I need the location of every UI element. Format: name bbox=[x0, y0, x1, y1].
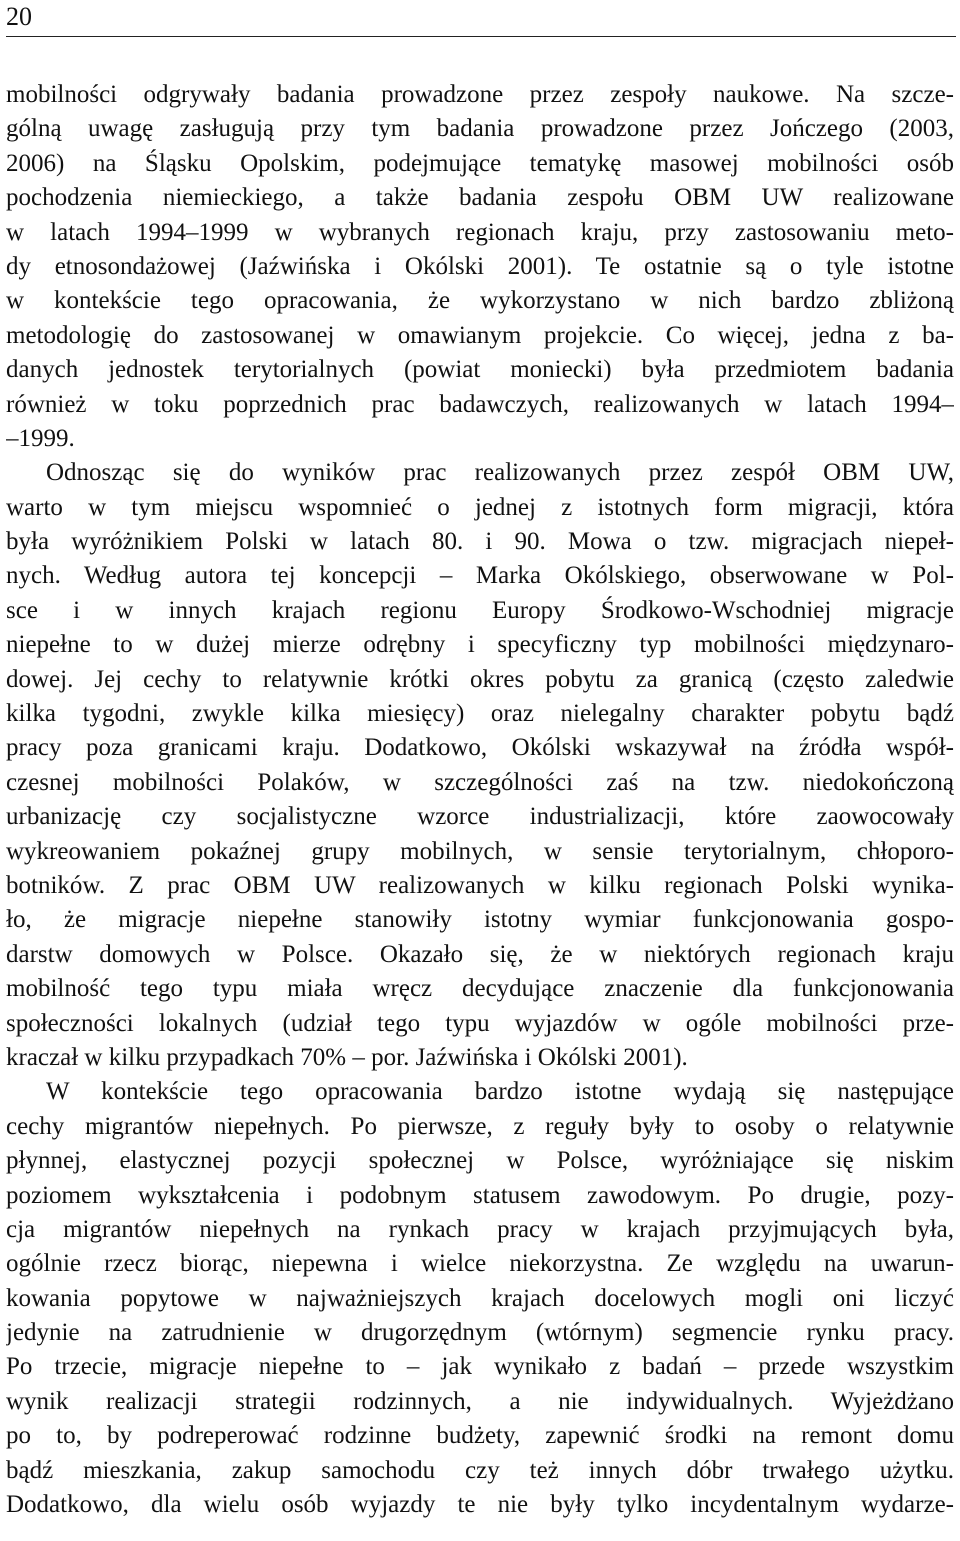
text-line: urbanizację czy socjalistyczne wzorce industrializacji, które zaowocowały bbox=[6, 803, 954, 831]
text-line: darstw domowych w Polsce. Okazało się, że w niektórych regionach kraju bbox=[6, 940, 954, 968]
body-text bbox=[6, 78, 954, 1522]
page-number: 20 bbox=[6, 2, 32, 31]
page-header bbox=[6, 0, 956, 37]
text-line: w latach 1994–1999 w wybranych regionach kraju, przy zastosowaniu meto- bbox=[6, 218, 954, 246]
text-line: Odnosząc się do wyników prac realizowanych przez zespół OBM UW, bbox=[46, 459, 954, 487]
text-line: wynik realizacji strategii rodzinnych, a nie indywidualnych. Wyjeżdżano bbox=[6, 1387, 954, 1415]
text-line: cja migrantów niepełnych na rynkach pracy w krajach przyjmujących była, bbox=[6, 1215, 954, 1243]
text-line: dy etnosondażowej (Jaźwińska i Okólski 2001). Te ostatnie są o tyle istotne bbox=[6, 252, 954, 280]
text-line: danych jednostek terytorialnych (powiat moniecki) była przedmiotem badania bbox=[6, 356, 954, 384]
text-line: niepełne to w dużej mierze odrębny i specyficzny typ mobilności międzynaro- bbox=[6, 631, 954, 659]
text-line: pracy poza granicami kraju. Dodatkowo, Okólski wskazywał na źródła współ- bbox=[6, 734, 954, 762]
text-line: społeczności lokalnych (udział tego typu wyjazdów w ogóle mobilności prze- bbox=[6, 1009, 954, 1037]
text-line: warto w tym miejscu wspomnieć o jednej z istotnych form migracji, która bbox=[6, 493, 954, 521]
text-line: bądź mieszkania, zakup samochodu czy też innych dóbr trwałego użytku. bbox=[6, 1456, 954, 1484]
text-line: botników. Z prac OBM UW realizowanych w kilku regionach Polski wynika- bbox=[6, 871, 954, 899]
text-line: –1999. bbox=[6, 424, 75, 452]
text-line: dowej. Jej cechy to relatywnie krótki okres pobytu za granicą (często zaledwie bbox=[6, 665, 954, 693]
text-line: kowania popytowe w najważniejszych krajach docelowych mogli oni liczyć bbox=[6, 1284, 954, 1312]
text-line: metodologię do zastosowanej w omawianym projekcie. Co więcej, jedna z ba- bbox=[6, 321, 954, 349]
text-line: ło, że migracje niepełne stanowiły istotny wymiar funkcjonowania gospo- bbox=[6, 906, 954, 934]
text-line: ogólnie rzecz biorąc, niepewna i wielce niekorzystna. Ze względu na uwarun- bbox=[6, 1250, 954, 1278]
text-line: wykreowaniem pokaźnej grupy mobilnych, w sensie terytorialnym, chłoporo- bbox=[6, 837, 954, 865]
text-line: nych. Według autora tej koncepcji – Marka Okólskiego, obserwowane w Pol- bbox=[6, 562, 954, 590]
text-line: pochodzenia niemieckiego, a także badania zespołu OBM UW realizowane bbox=[6, 184, 954, 212]
text-line: 2006) na Śląsku Opolskim, podejmujące tematykę masowej mobilności osób bbox=[6, 149, 954, 177]
text-line: była wyróżnikiem Polski w latach 80. i 90. Mowa o tzw. migracjach niepeł- bbox=[6, 528, 954, 556]
text-line: poziomem wykształcenia i podobnym statusem zawodowym. Po drugie, pozy- bbox=[6, 1181, 954, 1209]
text-line: W kontekście tego opracowania bardzo istotne wydają się następujące bbox=[46, 1078, 954, 1106]
text-line: Po trzecie, migracje niepełne to – jak wynikało z badań – przede wszystkim bbox=[6, 1353, 954, 1381]
text-line: Dodatkowo, dla wielu osób wyjazdy te nie były tylko incydentalnym wydarze- bbox=[6, 1491, 954, 1519]
text-line: kraczał w kilku przypadkach 70% – por. Jaźwińska i Okólski 2001). bbox=[6, 1043, 688, 1071]
text-line: jedynie na zatrudnienie w drugorzędnym (wtórnym) segmencie rynku pracy. bbox=[6, 1319, 954, 1347]
text-line: kilka tygodni, zwykle kilka miesięcy) oraz nielegalny charakter pobytu bądź bbox=[6, 700, 954, 728]
text-line: w kontekście tego opracowania, że wykorzystano w nich bardzo zbliżoną bbox=[6, 287, 954, 315]
text-line: cechy migrantów niepełnych. Po pierwsze, z reguły były to osoby o relatywnie bbox=[6, 1112, 954, 1140]
text-line: gólną uwagę zasługują przy tym badania prowadzone przez Jończego (2003, bbox=[6, 115, 954, 143]
text-line: po to, by podreperować rodzinne budżety, zapewnić środki na remont domu bbox=[6, 1422, 954, 1450]
text-line: czesnej mobilności Polaków, w szczególności zaś na tzw. niedokończoną bbox=[6, 768, 954, 796]
text-line: płynnej, elastycznej pozycji społecznej w Polsce, wyróżniające się niskim bbox=[6, 1147, 954, 1175]
text-line: mobilności odgrywały badania prowadzone przez zespoły naukowe. Na szcze- bbox=[6, 81, 954, 108]
text-line: również w toku poprzednich prac badawczych, realizowanych w latach 1994– bbox=[6, 390, 954, 418]
text-line: mobilność tego typu miała wręcz decydujące znaczenie dla funkcjonowania bbox=[6, 975, 954, 1003]
text-line: sce i w innych krajach regionu Europy Środkowo-Wschodniej migracje bbox=[6, 596, 954, 624]
